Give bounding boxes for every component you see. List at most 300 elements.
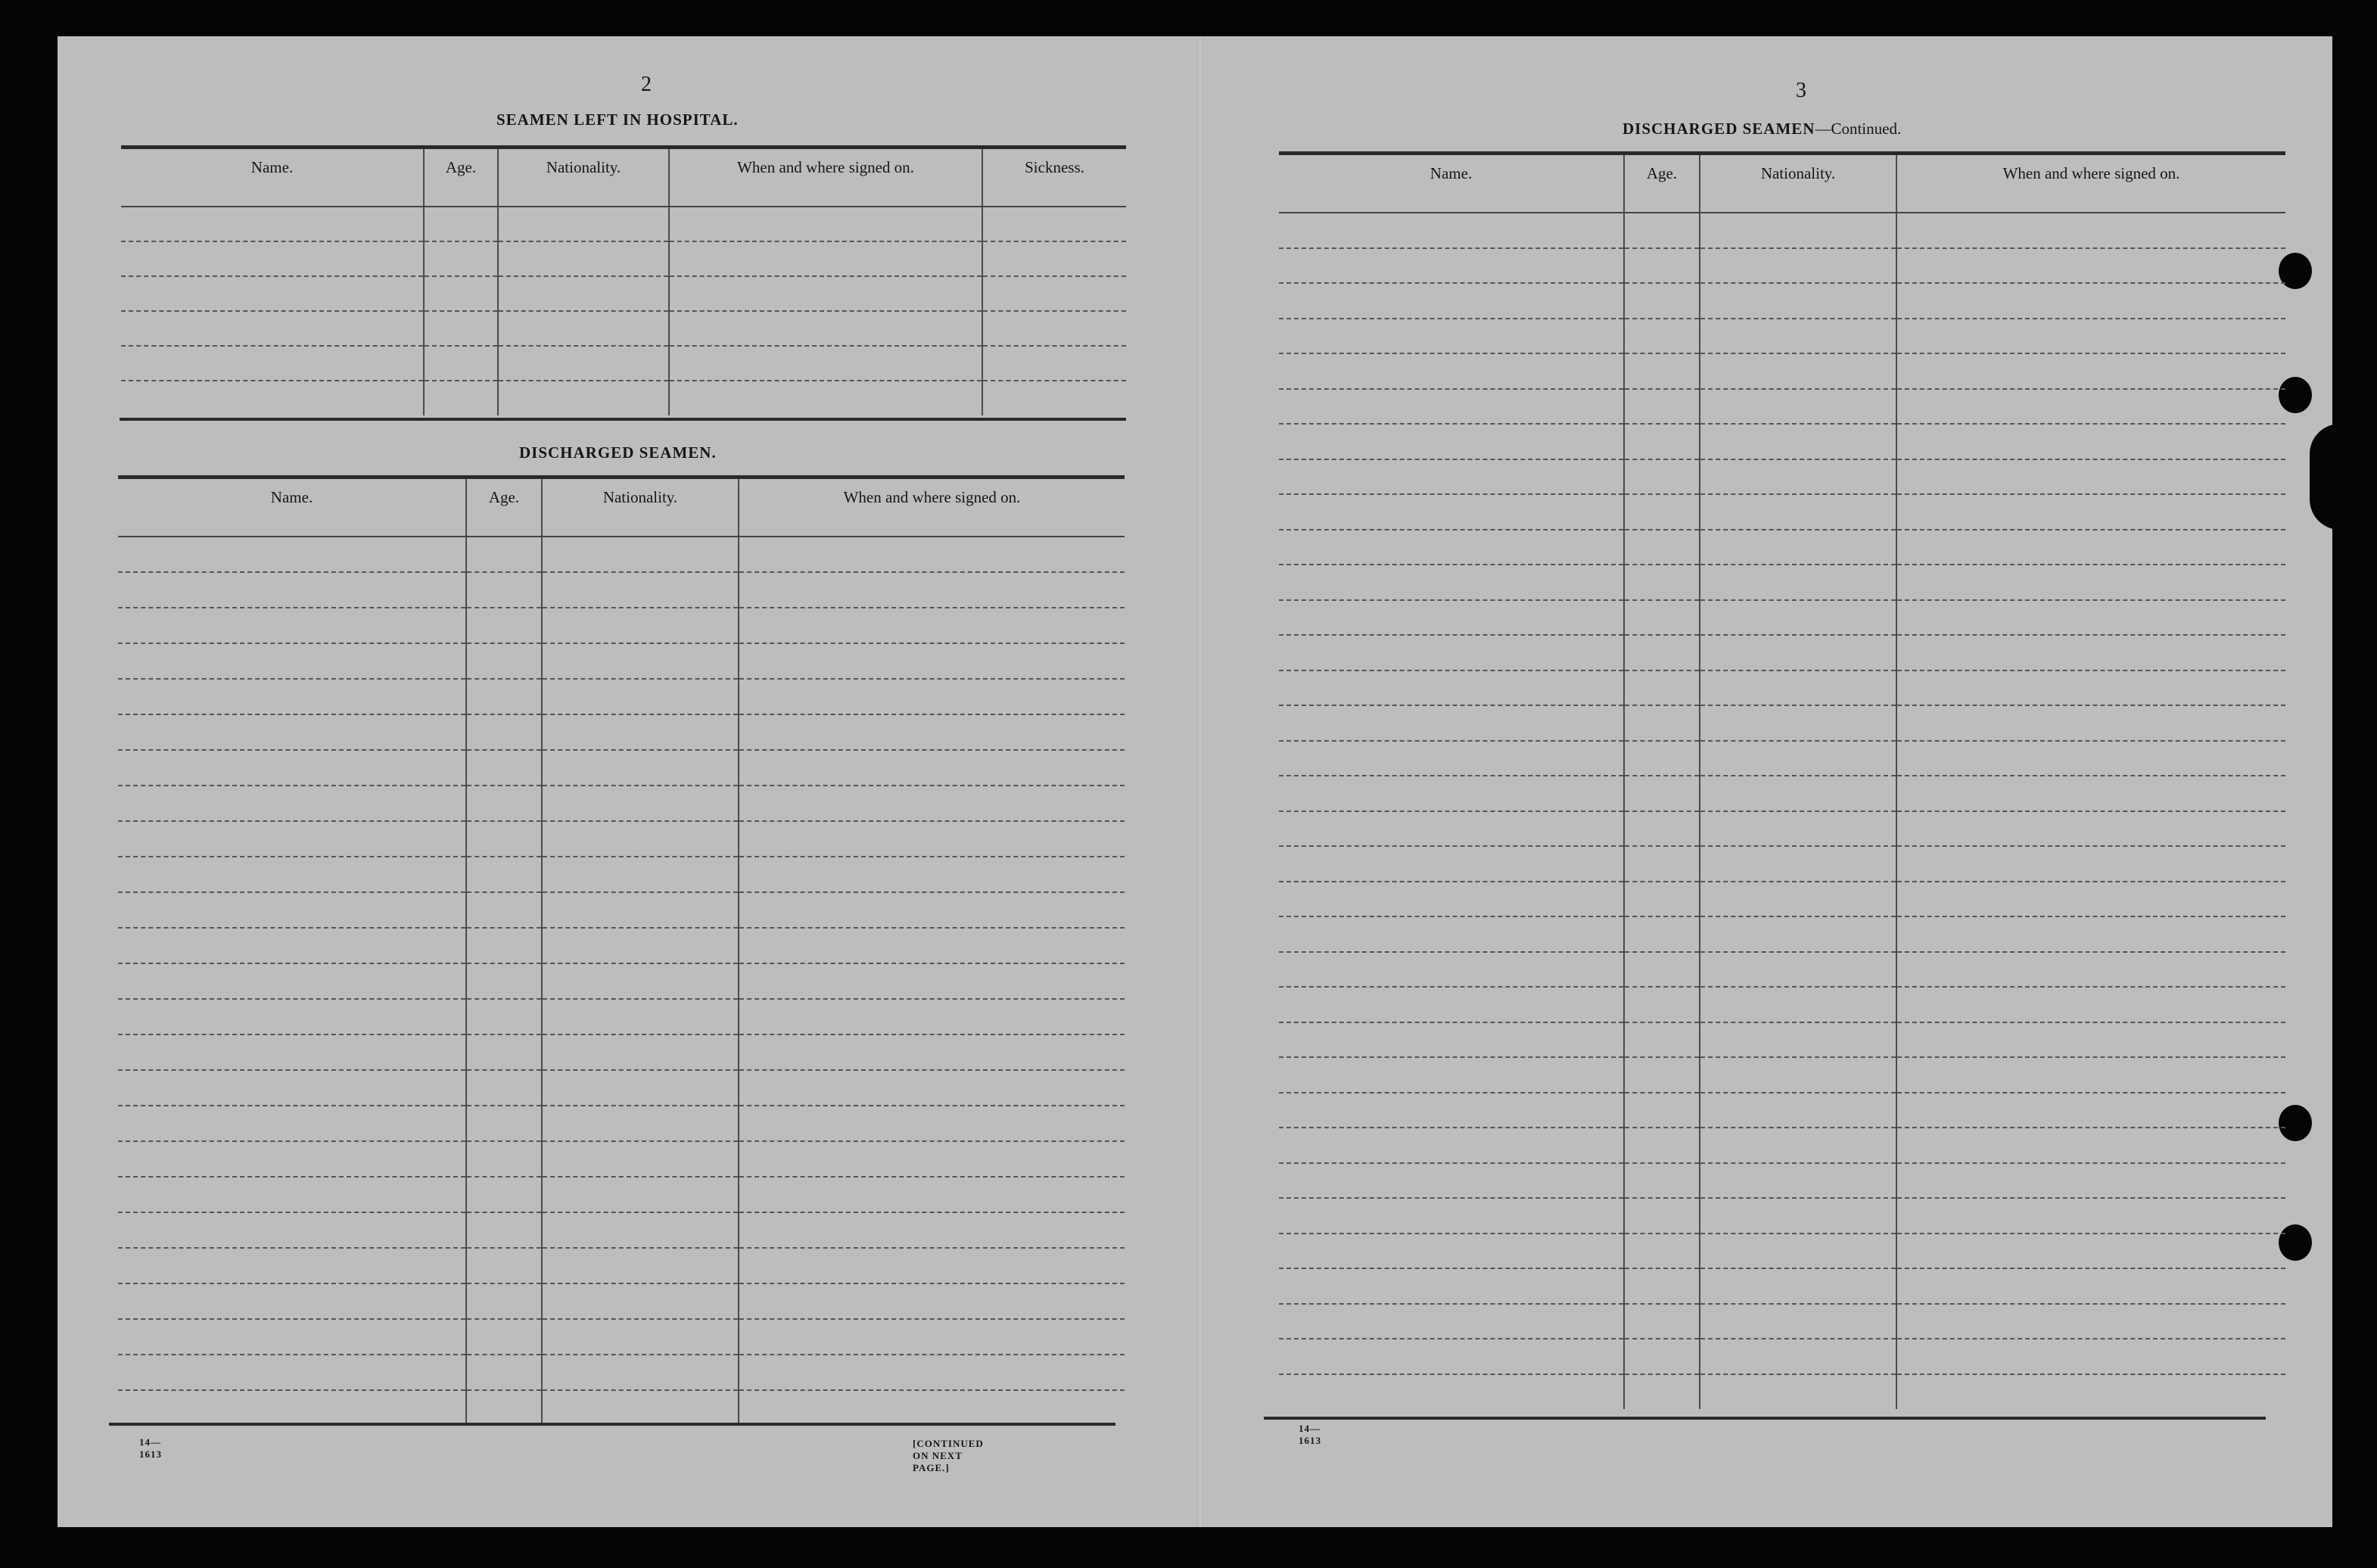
table-row <box>118 999 1125 1034</box>
discharged-continued-table <box>1279 151 2285 1409</box>
blank-cell <box>1896 600 2285 636</box>
blank-cell <box>739 1034 1125 1070</box>
table-row <box>1279 353 2285 389</box>
blank-cell <box>1624 283 1700 319</box>
blank-cell <box>118 1355 466 1390</box>
blank-cell <box>1624 530 1700 565</box>
blank-cell <box>1700 1022 1896 1058</box>
blank-cell <box>1279 1374 1624 1410</box>
table-row <box>1279 1339 2285 1374</box>
blank-cell <box>1896 882 2285 917</box>
blank-cell <box>542 999 739 1034</box>
table-row <box>121 207 1126 241</box>
blank-cell <box>466 963 542 999</box>
blank-cell <box>669 276 982 311</box>
table-row <box>1279 741 2285 776</box>
blank-cell <box>739 1070 1125 1106</box>
blank-cell <box>1896 670 2285 706</box>
blank-cell <box>1624 248 1700 284</box>
blank-cell <box>424 311 498 346</box>
blank-cell <box>466 1070 542 1106</box>
table-row <box>121 276 1126 311</box>
blank-cell <box>739 643 1125 679</box>
blank-cell <box>466 1248 542 1283</box>
blank-cell <box>1624 1198 1700 1234</box>
blank-cell <box>1896 1163 2285 1199</box>
blank-cell <box>1279 530 1624 565</box>
blank-cell <box>1896 424 2285 459</box>
blank-cell <box>542 1283 739 1319</box>
blank-cell <box>121 311 424 346</box>
table-row <box>1279 670 2285 706</box>
blank-cell <box>118 928 466 963</box>
table-row <box>1279 811 2285 847</box>
blank-cell <box>1700 1163 1896 1199</box>
blank-cell <box>424 346 498 381</box>
blank-cell <box>466 928 542 963</box>
blank-cell <box>498 241 669 276</box>
blank-cell <box>1700 389 1896 425</box>
blank-cell <box>1279 1057 1624 1093</box>
blank-cell <box>1896 248 2285 284</box>
table-row <box>118 1212 1125 1248</box>
blank-cell <box>1896 283 2285 319</box>
blank-cell <box>1700 283 1896 319</box>
blank-cell <box>466 679 542 714</box>
blank-cell <box>118 1390 466 1426</box>
blank-cell <box>739 1355 1125 1390</box>
blank-cell <box>1896 1374 2285 1410</box>
blank-cell <box>1624 952 1700 988</box>
table-row <box>1279 846 2285 882</box>
table-row <box>1279 565 2285 600</box>
blank-cell <box>1624 353 1700 389</box>
blank-cell <box>542 821 739 857</box>
blank-cell <box>1279 1304 1624 1339</box>
blank-cell <box>1700 319 1896 354</box>
blank-cell <box>118 714 466 750</box>
blank-cell <box>118 1319 466 1355</box>
title-suffix: —Continued. <box>1815 120 1902 138</box>
blank-cell <box>466 1177 542 1212</box>
table-row <box>1279 213 2285 248</box>
blank-cell <box>1896 705 2285 741</box>
table-row <box>1279 319 2285 354</box>
blank-cell <box>542 1034 739 1070</box>
blank-cell <box>1896 213 2285 248</box>
blank-cell <box>118 572 466 608</box>
blank-cell <box>1279 811 1624 847</box>
table-row <box>118 608 1125 643</box>
blank-cell <box>424 241 498 276</box>
blank-cell <box>982 381 1126 415</box>
blank-cell <box>466 714 542 750</box>
table-row <box>1279 776 2285 811</box>
blank-cell <box>739 1319 1125 1355</box>
blank-cell <box>118 963 466 999</box>
table-row <box>1279 952 2285 988</box>
blank-cell <box>1624 846 1700 882</box>
blank-cell <box>1896 952 2285 988</box>
column-header-signed-on: When and where signed on. <box>669 148 982 207</box>
blank-cell <box>542 714 739 750</box>
blank-cell <box>542 928 739 963</box>
table-row <box>1279 1268 2285 1304</box>
blank-cell <box>466 1355 542 1390</box>
table-bottom-rule <box>1264 1417 2266 1420</box>
table-row <box>1279 389 2285 425</box>
blank-cell <box>1279 670 1624 706</box>
table-row <box>1279 1374 2285 1410</box>
table-header-row <box>1279 154 2285 213</box>
blank-cell <box>982 346 1126 381</box>
table-row <box>118 1177 1125 1212</box>
table-row <box>1279 1022 2285 1058</box>
blank-cell <box>542 750 739 786</box>
blank-cell <box>1624 1234 1700 1269</box>
blank-cell <box>1700 846 1896 882</box>
column-header-name: Name. <box>1279 154 1624 213</box>
blank-cell <box>466 643 542 679</box>
blank-cell <box>739 1283 1125 1319</box>
blank-cell <box>118 750 466 786</box>
blank-cell <box>739 1177 1125 1212</box>
blank-cell <box>1279 1268 1624 1304</box>
blank-cell <box>121 346 424 381</box>
blank-cell <box>542 1390 739 1426</box>
blank-cell <box>121 381 424 415</box>
blank-cell <box>1700 670 1896 706</box>
blank-cell <box>1279 213 1624 248</box>
discharged-table <box>118 475 1125 1426</box>
blank-cell <box>1700 1057 1896 1093</box>
blank-cell <box>1624 882 1700 917</box>
table-row <box>118 1070 1125 1106</box>
blank-cell <box>118 1070 466 1106</box>
blank-cell <box>466 1283 542 1319</box>
table-row <box>1279 1128 2285 1163</box>
table-bottom-rule <box>120 418 1126 421</box>
blank-cell <box>1700 459 1896 495</box>
blank-cell <box>1279 1093 1624 1128</box>
blank-cell <box>542 786 739 821</box>
blank-cell <box>1700 635 1896 670</box>
blank-cell <box>669 241 982 276</box>
blank-cell <box>1624 1268 1700 1304</box>
table-row <box>118 1141 1125 1177</box>
blank-cell <box>1896 811 2285 847</box>
blank-cell <box>1896 389 2285 425</box>
blank-cell <box>739 1106 1125 1141</box>
table-row <box>118 928 1125 963</box>
table-row <box>118 857 1125 892</box>
blank-cell <box>542 1248 739 1283</box>
blank-cell <box>739 892 1125 928</box>
blank-cell <box>118 857 466 892</box>
blank-cell <box>1279 776 1624 811</box>
blank-cell <box>542 1212 739 1248</box>
table-row <box>1279 987 2285 1022</box>
blank-cell <box>498 207 669 241</box>
blank-cell <box>1279 1163 1624 1199</box>
blank-cell <box>1624 213 1700 248</box>
column-header-name: Name. <box>121 148 424 207</box>
blank-cell <box>1624 741 1700 776</box>
torn-edge <box>2310 424 2340 530</box>
blank-cell <box>1896 635 2285 670</box>
blank-cell <box>1700 811 1896 847</box>
blank-cell <box>1896 459 2285 495</box>
blank-cell <box>1624 565 1700 600</box>
blank-cell <box>1896 846 2285 882</box>
blank-cell <box>1700 353 1896 389</box>
blank-cell <box>466 821 542 857</box>
blank-cell <box>118 1177 466 1212</box>
blank-cell <box>542 963 739 999</box>
blank-cell <box>1896 1234 2285 1269</box>
blank-cell <box>1700 248 1896 284</box>
blank-cell <box>1279 1198 1624 1234</box>
blank-cell <box>118 786 466 821</box>
blank-cell <box>542 1177 739 1212</box>
blank-cell <box>1279 846 1624 882</box>
blank-cell <box>1700 530 1896 565</box>
blank-cell <box>542 1106 739 1141</box>
blank-cell <box>118 608 466 643</box>
blank-cell <box>1700 213 1896 248</box>
discharged-continued-title <box>1623 120 1901 138</box>
blank-cell <box>1279 600 1624 636</box>
page-number: 2 <box>641 73 652 96</box>
column-header-age: Age. <box>1624 154 1700 213</box>
blank-cell <box>1279 283 1624 319</box>
blank-cell <box>118 892 466 928</box>
table-row <box>118 1319 1125 1355</box>
table-row <box>1279 1234 2285 1269</box>
blank-cell <box>1279 389 1624 425</box>
blank-cell <box>1624 705 1700 741</box>
blank-cell <box>118 1034 466 1070</box>
blank-cell <box>498 276 669 311</box>
blank-cell <box>1896 741 2285 776</box>
blank-cell <box>466 572 542 608</box>
blank-cell <box>1700 987 1896 1022</box>
blank-cell <box>121 276 424 311</box>
blank-cell <box>739 714 1125 750</box>
blank-cell <box>118 643 466 679</box>
table-row <box>118 1106 1125 1141</box>
blank-cell <box>1279 424 1624 459</box>
blank-cell <box>739 963 1125 999</box>
blank-cell <box>739 928 1125 963</box>
blank-cell <box>1624 1093 1700 1128</box>
blank-cell <box>982 311 1126 346</box>
table-row <box>1279 459 2285 495</box>
blank-cell <box>466 786 542 821</box>
blank-cell <box>669 346 982 381</box>
blank-cell <box>739 999 1125 1034</box>
blank-cell <box>982 207 1126 241</box>
blank-cell <box>466 1212 542 1248</box>
blank-cell <box>118 1212 466 1248</box>
blank-cell <box>1624 1374 1700 1410</box>
blank-cell <box>1624 1339 1700 1374</box>
blank-cell <box>1896 1339 2285 1374</box>
table-row <box>118 572 1125 608</box>
form-code: 14—1613 <box>139 1436 162 1460</box>
blank-cell <box>1896 494 2285 530</box>
table-row <box>118 892 1125 928</box>
table-row <box>121 241 1126 276</box>
blank-cell <box>466 1141 542 1177</box>
table-row <box>118 1355 1125 1390</box>
blank-cell <box>118 679 466 714</box>
blank-cell <box>1896 1198 2285 1234</box>
blank-cell <box>669 381 982 415</box>
blank-cell <box>542 1319 739 1355</box>
blank-cell <box>1896 565 2285 600</box>
blank-cell <box>424 207 498 241</box>
discharged-section-title: DISCHARGED SEAMEN. <box>519 443 717 462</box>
blank-cell <box>118 821 466 857</box>
blank-cell <box>1279 705 1624 741</box>
blank-cell <box>542 537 739 572</box>
blank-cell <box>739 537 1125 572</box>
blank-cell <box>1624 1057 1700 1093</box>
table-row <box>121 311 1126 346</box>
blank-cell <box>1279 916 1624 952</box>
blank-cell <box>1624 1022 1700 1058</box>
column-header-sickness: Sickness. <box>982 148 1126 207</box>
table-row <box>118 1248 1125 1283</box>
blank-cell <box>1279 565 1624 600</box>
blank-cell <box>118 1283 466 1319</box>
blank-cell <box>1700 1198 1896 1234</box>
table-row <box>1279 882 2285 917</box>
table-row <box>1279 705 2285 741</box>
blank-cell <box>1279 1339 1624 1374</box>
table-row <box>118 679 1125 714</box>
blank-cell <box>466 892 542 928</box>
blank-cell <box>1279 741 1624 776</box>
blank-cell <box>1700 1234 1896 1269</box>
table-row <box>1279 1304 2285 1339</box>
blank-cell <box>1700 1268 1896 1304</box>
blank-cell <box>1896 530 2285 565</box>
table-row <box>121 381 1126 415</box>
blank-cell <box>542 857 739 892</box>
blank-cell <box>466 1390 542 1426</box>
blank-cell <box>1279 1128 1624 1163</box>
blank-cell <box>542 1070 739 1106</box>
blank-cell <box>1896 1093 2285 1128</box>
blank-cell <box>424 381 498 415</box>
blank-cell <box>982 241 1126 276</box>
blank-cell <box>1624 670 1700 706</box>
column-header-nationality: Nationality. <box>1700 154 1896 213</box>
blank-cell <box>1896 1304 2285 1339</box>
blank-cell <box>466 857 542 892</box>
blank-cell <box>121 241 424 276</box>
blank-cell <box>466 750 542 786</box>
table-row <box>118 1283 1125 1319</box>
blank-cell <box>542 1141 739 1177</box>
table-row <box>1279 1198 2285 1234</box>
blank-cell <box>1279 319 1624 354</box>
blank-cell <box>1624 987 1700 1022</box>
column-header-nationality: Nationality. <box>498 148 669 207</box>
blank-cell <box>739 1141 1125 1177</box>
table-row <box>1279 1163 2285 1199</box>
blank-cell <box>466 999 542 1034</box>
column-header-nationality: Nationality. <box>542 478 739 537</box>
column-header-age: Age. <box>424 148 498 207</box>
blank-cell <box>118 537 466 572</box>
blank-cell <box>1279 1234 1624 1269</box>
blank-cell <box>1624 1128 1700 1163</box>
blank-cell <box>1279 248 1624 284</box>
blank-cell <box>739 857 1125 892</box>
table-row <box>1279 424 2285 459</box>
column-header-signed-on: When and where signed on. <box>1896 154 2285 213</box>
table-row <box>118 714 1125 750</box>
table-row <box>118 537 1125 572</box>
blank-cell <box>1896 1022 2285 1058</box>
blank-cell <box>1624 916 1700 952</box>
blank-cell <box>466 1106 542 1141</box>
blank-cell <box>739 1390 1125 1426</box>
blank-cell <box>1624 600 1700 636</box>
table-row <box>118 1390 1125 1426</box>
blank-cell <box>1700 494 1896 530</box>
blank-cell <box>1700 776 1896 811</box>
table-bottom-rule <box>109 1423 1115 1426</box>
blank-cell <box>739 1248 1125 1283</box>
column-header-signed-on: When and where signed on. <box>739 478 1125 537</box>
blank-cell <box>466 1319 542 1355</box>
blank-cell <box>1896 1057 2285 1093</box>
blank-cell <box>1700 916 1896 952</box>
blank-cell <box>1700 882 1896 917</box>
blank-cell <box>118 999 466 1034</box>
blank-cell <box>1279 635 1624 670</box>
table-row <box>1279 248 2285 284</box>
blank-cell <box>1700 1339 1896 1374</box>
column-header-name: Name. <box>118 478 466 537</box>
blank-cell <box>1700 705 1896 741</box>
blank-cell <box>118 1106 466 1141</box>
blank-cell <box>1624 424 1700 459</box>
table-row <box>1279 635 2285 670</box>
hospital-section-title: SEAMEN LEFT IN HOSPITAL. <box>496 110 739 129</box>
blank-cell <box>1700 600 1896 636</box>
table-row <box>1279 530 2285 565</box>
table-row <box>1279 916 2285 952</box>
blank-cell <box>1896 987 2285 1022</box>
blank-cell <box>739 572 1125 608</box>
blank-cell <box>669 311 982 346</box>
blank-cell <box>542 892 739 928</box>
table-row <box>1279 600 2285 636</box>
blank-cell <box>1624 776 1700 811</box>
column-header-age: Age. <box>466 478 542 537</box>
blank-cell <box>739 750 1125 786</box>
blank-cell <box>1896 353 2285 389</box>
blank-cell <box>739 1212 1125 1248</box>
blank-cell <box>1279 1022 1624 1058</box>
blank-cell <box>118 1141 466 1177</box>
form-code: 14—1613 <box>1299 1423 1321 1446</box>
